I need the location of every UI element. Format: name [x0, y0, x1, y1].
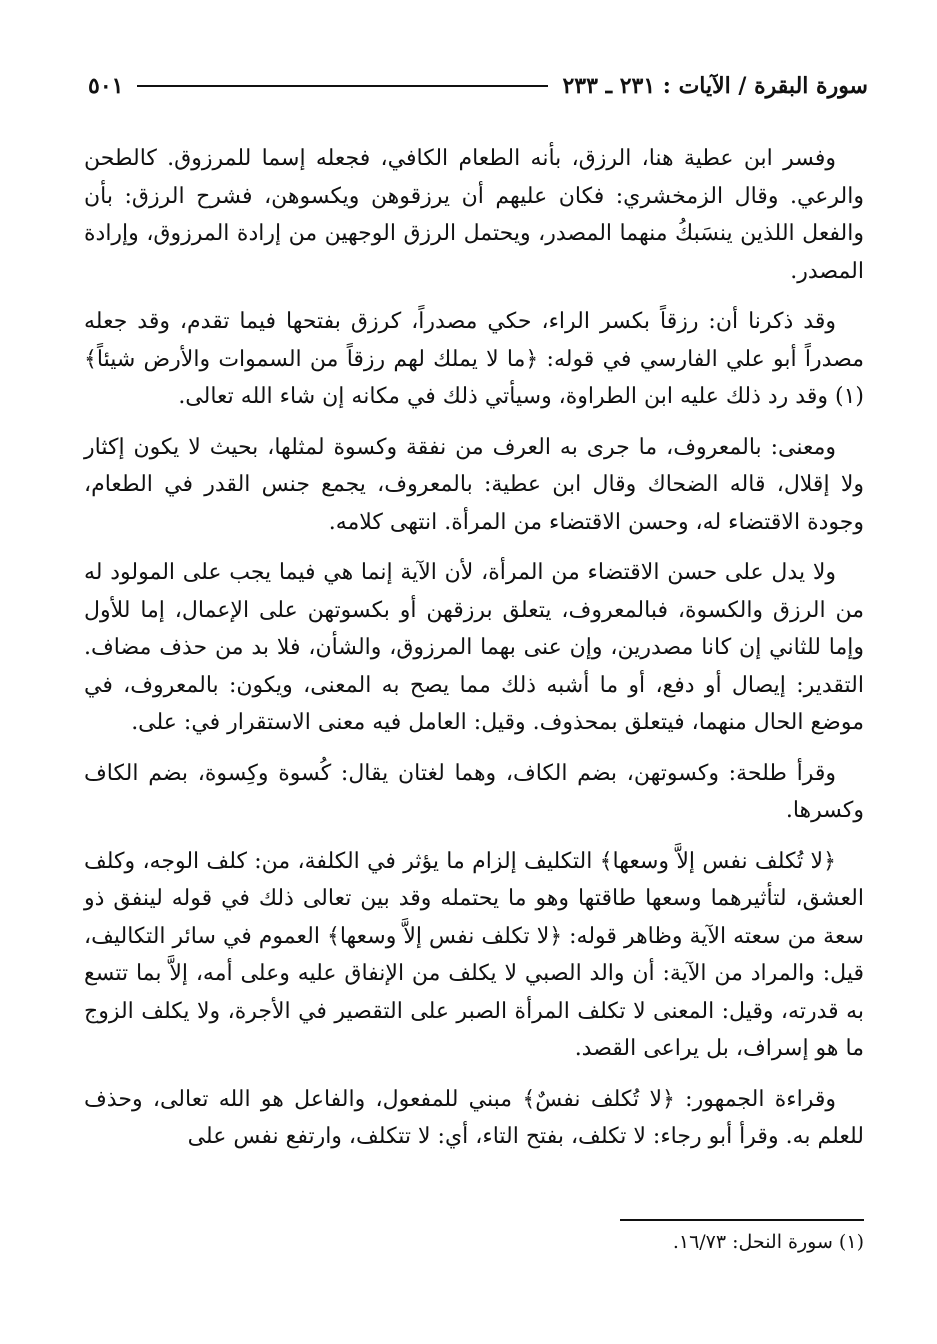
paragraph: وقد ذكرنا أن: رزقاً بكسر الراء، حكي مصدراً، كرزق بفتحها فيما تقدم، وقد جعله مصدراً أبو علي الفارسي في قوله: ﴿ما لا يملك لهم رزقاً من السموات والأرض شيئاً﴾(١) وقد رد ذلك عليه ابن الطراوة، وسيأتي ذلك في مكانه إن شاء الله تعالى.: [84, 309, 864, 409]
page-header: [88, 66, 868, 106]
body-text: [84, 140, 864, 1169]
paragraph: ﴿لا تُكلف نفس إلاَّ وسعها﴾ التكليف إلزام ما يؤثر في الكلفة، من: كلف الوجه، وكلف العشق، لتأثيرهما وسعها طاقتها وهو ما يحتمله وقد بين تعالى ذلك في قوله لينفق ذو سعة من سعته الآية وظاهر قوله: ﴿لا تكلف نفس إلاَّ وسعها﴾ العموم في سائر التكاليف، قيل: والمراد من الآية: أن والد الصبي لا يكلف من الإنفاق عليه وعلى أمه، إلاَّ بما تتسع به قدرته، وقيل: المعنى لا تكلف المرأة الصبر على التقصير في الأجرة، ولا يكلف الزوج ما هو إسراف، بل يراعى القصد.: [84, 848, 864, 1061]
paragraph: وقرأ طلحة: وكسوتهن، بضم الكاف، وهما لغتان يقال: كُسوة وكِسوة، بضم الكاف وكسرها.: [84, 760, 864, 823]
page-number: ٥٠١: [88, 73, 124, 99]
paragraph: وقراءة الجمهور: ﴿لا تُكلف نفسٌ﴾ مبني للمفعول، والفاعل هو الله تعالى، وحذف للعلم به. وقرأ أبو رجاء: لا تكلف، بفتح التاء، أي: لا تتكلف، وارتفع نفس على: [84, 1086, 864, 1149]
header-rule: [137, 85, 548, 87]
footnote-rule: [620, 1219, 864, 1221]
paragraph: وفسر ابن عطية هنا، الرزق، بأنه الطعام الكافي، فجعله إسما للمرزوق. كالطحن والرعي. وقال الزمخشري: فكان عليهم أن يرزقوهن ويكسوهن، فشرح الرزق: بأن والفعل اللذين ينسَبكُ منهما المصدر، ويحتمل الرزق الوجهين من إرادة المرزوق، وإرادة المصدر.: [84, 146, 864, 284]
paragraph: ولا يدل على حسن الاقتضاء من المرأة، لأن الآية إنما هي فيما يجب على المولود له من الرزق والكسوة، فبالمعروف، يتعلق برزقهن أو بكسوتهن على الإعمال، إما للأول وإما للثاني إن كانا مصدرين، وإن عنى بهما المرزوق، والشأن، فلا بد من حذف مضاف. التقدير: إيصال أو دفع، أو ما أشبه ذلك مما يصح به المعنى، ويكون: بالمعروف، في موضع الحال منهما، فيتعلق بمحذوف. وقيل: العامل فيه معنى الاستقرار في: على.: [84, 560, 864, 735]
running-title: سورة البقرة / الآيات : ٢٣١ ـ ٢٣٣: [562, 73, 868, 99]
footnote: (١) سورة النحل: ١٦/٧٣.: [672, 1231, 864, 1253]
paragraph: ومعنى: بالمعروف، ما جرى به العرف من نفقة وكسوة لمثلها، بحيث لا يكون إكثار ولا إقلال، قاله الضحاك وقال ابن عطية: بالمعروف، يجمع جنس القدر في الطعام، وجودة الاقتضاء له، وحسن الاقتضاء من المرأة. انتهى كلامه.: [84, 434, 864, 535]
